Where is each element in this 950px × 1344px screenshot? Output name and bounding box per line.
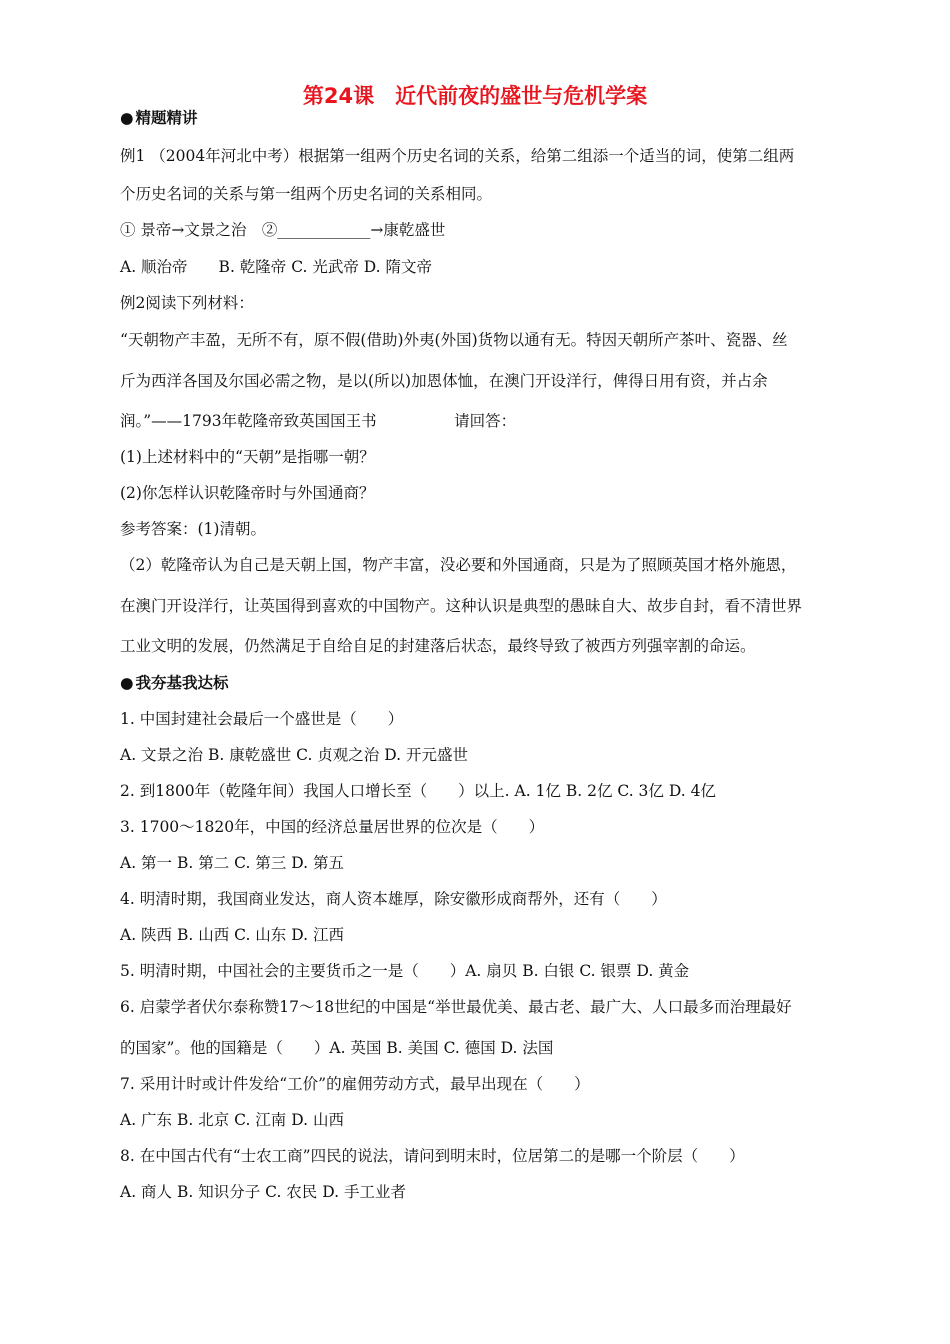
- example2-answer2-line3: 工业文明的发展，仍然满足于自给自足的封建落后状态，最终导致了被西方列强宰割的命运。: [120, 637, 756, 655]
- example2-question1: (1)上述材料中的“天朝”是指哪一朝？: [120, 448, 375, 466]
- question-line: A. 文景之治 B. 康乾盛世 C. 贞观之治 D. 开元盛世: [120, 746, 468, 764]
- example2-answer1: 参考答案：(1)清朝。: [120, 520, 266, 538]
- page-title: 第24课 近代前夜的盛世与危机学案: [302, 84, 648, 108]
- question-line: A. 第一 B. 第二 C. 第三 D. 第五: [120, 854, 344, 872]
- section-heading-jingti: [120, 108, 880, 128]
- question-line: A. 商人 B. 知识分子 C. 农民 D. 手工业者: [120, 1183, 406, 1201]
- question-line: 的国家”。他的国籍是（ ）A. 英国 B. 美国 C. 德国 D. 法国: [120, 1039, 554, 1057]
- example1-options: A. 顺治帝 B. 乾隆帝 C. 光武帝 D. 隋文帝: [120, 258, 433, 276]
- example1-line1: 例1 （2004年河北中考）根据第一组两个历史名词的关系，给第二组添一个适当的词，使第二组两: [120, 147, 795, 165]
- example2-material-line1: “天朝物产丰盈，无所不有，原不假(借助)外夷(外国)货物以通有无。特因天朝所产茶叶、瓷器、丝: [120, 331, 788, 349]
- question-line: 5. 明清时期，中国社会的主要货币之一是（ ）A. 扇贝 B. 白银 C. 银票 D. 黄金: [120, 962, 690, 980]
- question-line: 7. 采用计时或计件发给“工价”的雇佣劳动方式，最早出现在（ ）: [120, 1075, 590, 1093]
- section-heading-text: 精题精讲: [135, 109, 198, 127]
- question-line: 8. 在中国古代有“士农工商”四民的说法，请问到明末时，位居第二的是哪一个阶层（ ）: [120, 1147, 745, 1165]
- question-line: 4. 明清时期，我国商业发达，商人资本雄厚，除安徽形成商帮外，还有（ ）: [120, 890, 667, 908]
- example2-question2: (2)你怎样认识乾隆帝时与外国通商？: [120, 484, 375, 502]
- example2-material-line3: 润。”——1793年乾隆帝致英国国王书 请回答：: [120, 412, 517, 430]
- example1-line3: ① 景帝→文景之治 ②____________→康乾盛世: [120, 221, 446, 239]
- example1-line2: 个历史名词的关系与第一组两个历史名词的关系相同。: [120, 185, 493, 203]
- question-line: A. 广东 B. 北京 C. 江南 D. 山西: [120, 1111, 344, 1129]
- example2-intro: 例2阅读下列材料：: [120, 294, 254, 312]
- section-heading-text: 我夯基我达标: [135, 674, 229, 692]
- question-line: A. 陕西 B. 山西 C. 山东 D. 江西: [120, 926, 344, 944]
- example2-material-line2: 斤为西洋各国及尔国必需之物，是以(所以)加恩体恤，在澳门开设洋行，俾得日用有资，并占余: [120, 372, 768, 390]
- section-heading-hangji: [120, 673, 880, 693]
- example2-answer2-line2: 在澳门开设洋行，让英国得到喜欢的中国物产。这种认识是典型的愚昧自大、故步自封，看不清世界: [120, 597, 803, 615]
- example2-answer2-line1: （2）乾隆帝认为自己是天朝上国，物产丰富，没必要和外国通商，只是为了照顾英国才格外施恩，: [120, 556, 797, 574]
- bullet-icon: ●: [120, 674, 134, 692]
- question-line: 2. 到1800年（乾隆年间）我国人口增长至（ ）以上. A. 1亿 B. 2亿 C. 3亿 D. 4亿: [120, 782, 716, 800]
- question-line: 6. 启蒙学者伏尔泰称赞17～18世纪的中国是“举世最优美、最古老、最广大、人口最多而治理最好: [120, 998, 792, 1016]
- question-line: 3. 1700～1820年，中国的经济总量居世界的位次是（ ）: [120, 818, 545, 836]
- question-line: 1. 中国封建社会最后一个盛世是（ ）: [120, 710, 404, 728]
- bullet-icon: ●: [120, 109, 134, 127]
